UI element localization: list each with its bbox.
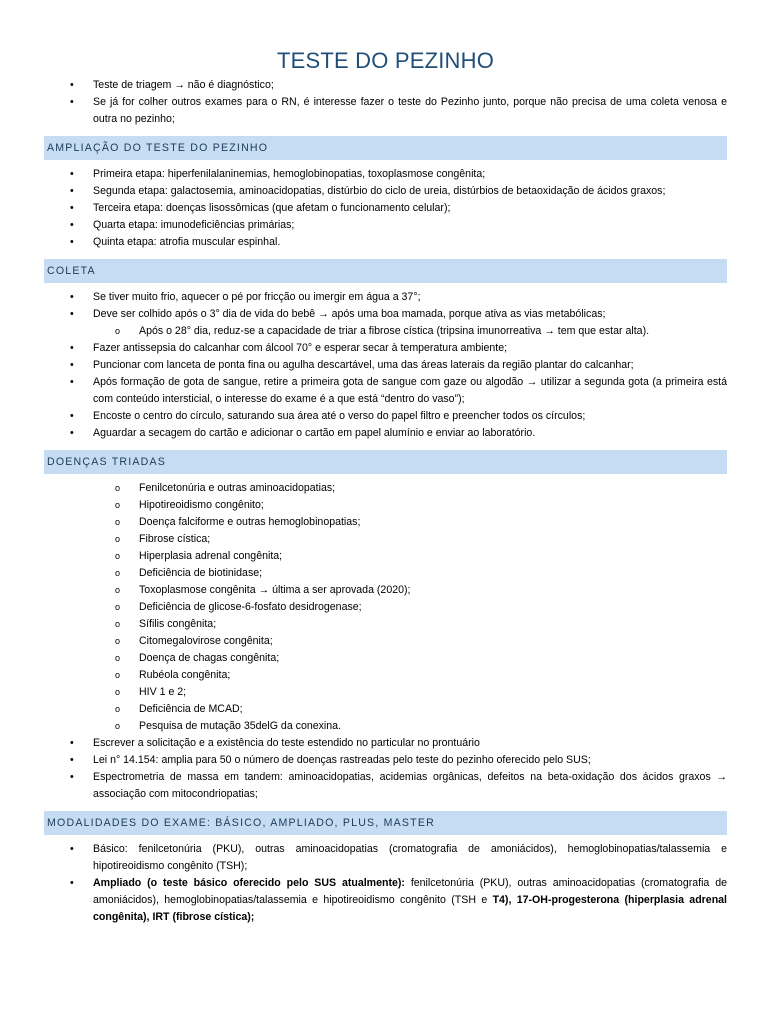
sublist-item: o Doença de chagas congênita;	[44, 650, 727, 667]
sublist-container	[44, 323, 727, 340]
list-item: • Quinta etapa: atrofia muscular espinhal.	[44, 234, 727, 251]
list-item: • Quarta etapa: imunodeficiências primárias;	[44, 217, 727, 234]
sublist-item: o Deficiência de MCAD;	[44, 701, 727, 718]
sublist-item: o HIV 1 e 2;	[44, 684, 727, 701]
sublist-item: o Hiperplasia adrenal congênita;	[44, 548, 727, 565]
list-item: • Fazer antissepsia do calcanhar com álcool 70° e esperar secar à temperatura ambiente;	[44, 340, 727, 357]
list-item-ampliado	[44, 875, 727, 926]
section-heading-modalidades: MODALIDADES DO EXAME: BÁSICO, AMPLIADO, PLUS, MASTER	[44, 811, 727, 835]
page-title: TESTE DO PEZINHO	[276, 48, 495, 73]
ampliado-bold-text: T4), 17-OH-progesterona (hiperplasia adrenal congênita), IRT (fibrose cística);	[93, 894, 727, 923]
sublist-item: o Doença falciforme e outras hemoglobinopatias;	[44, 514, 727, 531]
list-item: • Segunda etapa: galactosemia, aminoacidopatias, distúrbio do ciclo de ureia, distúrbios de betaoxidação de ácidos graxos;	[44, 183, 727, 200]
list-item: • Espectrometria de massa em tandem: aminoacidopatias, acidemias orgânicas, defeitos na beta-oxidação dos ácidos graxos → associação com mitocondriopatias;	[44, 769, 727, 803]
list-item: • Se já for colher outros exames para o RN, é interesse fazer o teste do Pezinho junto, porque não precisa de uma coleta venosa e outra no pezinho;	[44, 94, 727, 128]
list-item: • Encoste o centro do círculo, saturando sua área até o verso do papel filtro e preencher todos os círculos;	[44, 408, 727, 425]
modalidades-list	[44, 841, 727, 926]
list-item: • Puncionar com lanceta de ponta fina ou agulha descartável, uma das áreas laterais da região plantar do calcanhar;	[44, 357, 727, 374]
sublist-item: o Citomegalovirose congênita;	[44, 633, 727, 650]
list-item-basico: • Básico: fenilcetonúria (PKU), outras aminoacidopatias (cromatografia de amoniácidos), hemoglobinopatias/talassemia e hipotireoidismo congênito (TSH);	[44, 841, 727, 875]
list-item: • Deve ser colhido após o 3° dia de vida do bebê → após uma boa mamada, porque ativa as vias metabólicas;	[44, 306, 727, 323]
sublist-item: o Fibrose cística;	[44, 531, 727, 548]
list-item: • Escrever a solicitação e a existência do teste estendido no particular no prontuário	[44, 735, 727, 752]
doencas-sublist	[44, 480, 727, 735]
sublist-item: o Deficiência de biotinidase;	[44, 565, 727, 582]
sublist-item: o Rubéola congênita;	[44, 667, 727, 684]
ampliado-label: Ampliado (o teste básico oferecido pelo SUS atualmente):	[93, 877, 405, 889]
doencas-list	[44, 735, 727, 803]
section-heading-ampliacao: AMPLIAÇÃO DO TESTE DO PEZINHO	[44, 136, 727, 160]
ampliacao-list	[44, 166, 727, 251]
section-heading-doencas: DOENÇAS TRIADAS	[44, 450, 727, 474]
sublist-item: o Após o 28° dia, reduz-se a capacidade de triar a fibrose cística (tripsina imunorreativa → tem que estar alta).	[44, 323, 727, 340]
list-item: • Aguardar a secagem do cartão e adicionar o cartão em papel alumínio e enviar ao laboratório.	[44, 425, 727, 442]
coleta-list	[44, 289, 727, 442]
list-item: • Após formação de gota de sangue, retire a primeira gota de sangue com gaze ou algodão → utilizar a segunda gota (a primeira está com conteúdo intersticial, o interesse do exame é a que está “dentro do vaso”);	[44, 374, 727, 408]
sublist-item: o Fenilcetonúria e outras aminoacidopatias;	[44, 480, 727, 497]
sublist-item: o Toxoplasmose congênita → última a ser aprovada (2020);	[44, 582, 727, 599]
sublist-item: o Sífilis congênita;	[44, 616, 727, 633]
list-item: • Se tiver muito frio, aquecer o pé por fricção ou imergir em água a 37°;	[44, 289, 727, 306]
list-item: • Terceira etapa: doenças lisossômicas (que afetam o funcionamento celular);	[44, 200, 727, 217]
sublist-item: o Deficiência de glicose-6-fosfato desidrogenase;	[44, 599, 727, 616]
sublist-item: o Pesquisa de mutação 35delG da conexina.	[44, 718, 727, 735]
document-page	[44, 0, 727, 926]
list-item: • Teste de triagem → não é diagnóstico;	[44, 77, 727, 94]
section-heading-coleta: COLETA	[44, 259, 727, 283]
list-item: • Lei n° 14.154: amplia para 50 o número de doenças rastreadas pelo teste do pezinho oferecido pelo SUS;	[44, 752, 727, 769]
list-item: • Primeira etapa: hiperfenilalaninemias, hemoglobinopatias, toxoplasmose congênita;	[44, 166, 727, 183]
sublist-item: o Hipotireoidismo congênito;	[44, 497, 727, 514]
ampliado-text: fenilcetonúria (PKU), outras aminoacidopatias (cromatografia de amoniácidos), hemoglobinopatias/talassemia e hipotireoidismo congênito (TSH e	[93, 877, 727, 906]
coleta-sublist	[44, 323, 727, 340]
intro-list	[44, 77, 727, 128]
